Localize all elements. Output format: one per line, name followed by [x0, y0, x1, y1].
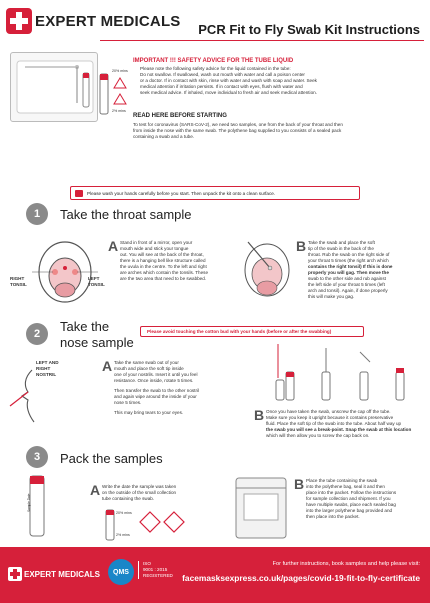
- page-title: PCR Fit to Fly Swab Kit Instructions: [198, 22, 420, 37]
- header-divider: [100, 40, 424, 41]
- hazard-pictograms: [102, 508, 192, 542]
- step-2b-text: [266, 409, 426, 439]
- step-3b-line: have multiple swabs, place each sealed bag: [306, 502, 396, 507]
- step-1b-line: arch and tonsil). Again, if done properly: [308, 288, 388, 293]
- step-3b-line: place into the packet. Follow the instructions: [306, 490, 397, 495]
- logo-text: EXPERT MEDICALS: [35, 12, 181, 30]
- step-3a-line: Write the date the sample was taken: [102, 484, 177, 489]
- warn-top-text: 20% mins: [112, 69, 128, 73]
- banner-text: Please wash your hands carefully before you start. Then unpack the kit onto a clean surface.: [87, 190, 276, 196]
- swab-kit-image: [10, 52, 98, 122]
- read-line: To test for coronavirus (SARS-CoV-2), we need two samples, one from the back of your throat and then: [133, 122, 343, 127]
- step-1b-line: tip of the swab in the back of the: [308, 246, 374, 251]
- step-2a-line: mouth and place the soft tip inside: [114, 366, 184, 371]
- step-3b-line: Place the tube containing the swab: [306, 478, 378, 483]
- step-2b-line: fluid. Place the soft tip of the swab into the tube. About half way up: [266, 421, 402, 426]
- step-2-title-line2: nose sample: [60, 335, 134, 350]
- read-line: containing a swab and a tube.: [133, 134, 195, 139]
- safety-line: medical attention if irritation persists. If in contact with eyes, flush with water and: [140, 84, 303, 89]
- footer-info: For further instructions, book samples and help please visit:: [272, 561, 420, 567]
- step-3a-label: A: [90, 482, 101, 498]
- step-3-number: 3: [26, 446, 48, 468]
- tube-label-text: Sample Date: [27, 493, 31, 512]
- step-3b-text: [306, 478, 426, 520]
- step-2-title-line1: Take the: [60, 319, 110, 334]
- step-1b-line: the left side of your throat 5 times (left: [308, 282, 385, 287]
- step-1a-line: there is a hanging bell like structure called: [120, 258, 206, 263]
- packet-illustration: [232, 472, 292, 542]
- tube-steps-illustration: [248, 342, 424, 404]
- pack-warn-bottom: 2% mins: [116, 533, 130, 537]
- step-1b-line: throat. Rub the swab on the right side of: [308, 252, 390, 257]
- step-3a-line: on the outside of the small collection: [102, 490, 177, 495]
- safety-heading: IMPORTANT !!! SAFETY ADVICE FOR THE TUBE LIQUID: [133, 58, 294, 64]
- step-3b-label: B: [294, 476, 305, 492]
- pack-warn-top: 20% mins: [116, 511, 132, 515]
- safety-line: or a doctor. If in contact with skin, rinse with water and wash with soap and water. Seek: [140, 78, 317, 83]
- step-1a-line: are the two area that need to be swabbed.: [120, 276, 207, 281]
- footer-url-link[interactable]: facemasksexpress.co.uk/pages/covid-19-fit-to-fly-certificate: [182, 573, 420, 583]
- read-line: from inside the nose with the same swab. The polythene bag supplied to you consists of a sealed pack: [133, 128, 342, 133]
- step-3a-line: tube containing the swab.: [102, 496, 155, 501]
- iso-badge: [138, 561, 173, 579]
- step-1a-line: Stand in front of a mirror, open your: [120, 240, 193, 245]
- step-2b-line: Make sure you keep it upright because it contains preservative: [266, 415, 394, 420]
- step-2-number: 2: [26, 323, 48, 345]
- mouth-swab-illustration: [240, 236, 295, 316]
- labelled-tube-illustration: [26, 470, 48, 540]
- step-1-number: 1: [26, 203, 48, 225]
- step-1a-line: are arches which contain the tonsils. These: [120, 270, 209, 275]
- swab-kit-illustration: [11, 53, 99, 123]
- step-1b-line: contains the right tonsil) If this is done: [308, 264, 393, 269]
- wash-hands-banner: [70, 186, 360, 200]
- step-3b-line: into the polythene bag, seal it and then: [306, 484, 385, 489]
- step-1b-line: this will make you gag.: [308, 294, 355, 299]
- step-1a-line: the uvula in the centre. To the left and right: [120, 264, 207, 269]
- step-1a-text: [120, 240, 238, 282]
- right-tonsil-label: RIGHT TONSIL: [10, 276, 27, 287]
- iso-line: 9001 : 2015: [143, 567, 168, 572]
- step-2a-line: This may bring tears to your eyes.: [114, 410, 184, 415]
- tube-warning-graphic: [98, 68, 130, 118]
- step-1b-line: your throat 5 times (the right arch which: [308, 258, 389, 263]
- step-2b-line: the swab you will see a break-point. Snap the swab at this location: [266, 427, 412, 432]
- step-1b-text: [308, 240, 426, 300]
- step-2a-line: nose 5 times.: [114, 400, 142, 405]
- brand-logo: [6, 6, 206, 36]
- step-1a-line: out. You will see at the back of the throat,: [120, 252, 204, 257]
- nostril-label: LEFT AND RIGHT NOSTRIL: [36, 360, 59, 377]
- footer-cross-icon: [8, 567, 22, 581]
- iso-line: REGISTERED: [143, 573, 173, 578]
- footer-logo: [8, 567, 100, 581]
- step-2a-line: and again wipe around the inside of your: [114, 394, 197, 399]
- qms-badge: QMS: [108, 559, 134, 585]
- step-2a-line: resistance. Once inside, rotate 5 times.: [114, 378, 194, 383]
- footer: [0, 547, 430, 603]
- iso-line: ISO: [143, 561, 151, 566]
- left-tonsil-label: LEFT TONSIL: [88, 276, 105, 287]
- warn-bottom-text: 2% mins: [112, 109, 126, 113]
- step-1-title: Take the throat sample: [60, 207, 192, 222]
- step-1a-label: A: [108, 238, 119, 254]
- throat-illustration: [10, 232, 110, 316]
- step-3b-line: for sample collection and shipment. If you: [306, 496, 391, 501]
- step-2a-line: one of your nostrils. Insert it until you feel: [114, 372, 198, 377]
- step-3-title: Pack the samples: [60, 451, 163, 466]
- step-1b-line: swab to the other side and rub against: [308, 276, 386, 281]
- safety-text: [140, 66, 420, 96]
- read-before-heading: READ HERE BEFORE STARTING: [133, 113, 227, 119]
- nose-swab-illustration: [8, 366, 46, 426]
- avoid-banner-text: Please avoid touching the cotton bud with your hands (before or after the swabbing): [147, 329, 332, 334]
- step-1a-line: mouth wide and stick your tongue: [120, 246, 189, 251]
- step-3a-text: [102, 484, 220, 502]
- read-before-text: [133, 122, 425, 140]
- hand-wash-icon: [75, 190, 83, 197]
- avoid-touching-banner: [140, 326, 364, 337]
- step-2a-line: Take the same swab out of your: [114, 360, 179, 365]
- step-3b-line: into the larger polythene bag provided and: [306, 508, 393, 513]
- step-2b-label: B: [254, 407, 265, 423]
- step-3b-line: then place into the packet.: [306, 514, 360, 519]
- safety-line: Please note the following safety advice for the liquid contained in the tube:: [140, 66, 291, 71]
- medical-cross-icon: [6, 8, 32, 34]
- step-2a-line: Then transfer the swab to the other nostril: [114, 388, 200, 393]
- step-2b-line: Once you have taken the swab, unscrew the cap off the tube.: [266, 409, 391, 414]
- step-1b-line: Take the swab and place the soft: [308, 240, 375, 245]
- step-1b-line: properly you will gag. Then move the: [308, 270, 389, 275]
- step-1b-label: B: [296, 238, 307, 254]
- safety-line: seek medical advice. If inhaled, move individual to fresh air and seek medical attention.: [140, 90, 317, 95]
- step-2a-text: [114, 360, 236, 416]
- footer-logo-text: EXPERT MEDICALS: [24, 569, 101, 579]
- step-2b-line: which will then allow you to screw the cap back on.: [266, 433, 370, 438]
- step-2a-label: A: [102, 358, 113, 374]
- safety-line: Do not swallow. If swallowed, wash out mouth with water and call a poison center: [140, 72, 305, 77]
